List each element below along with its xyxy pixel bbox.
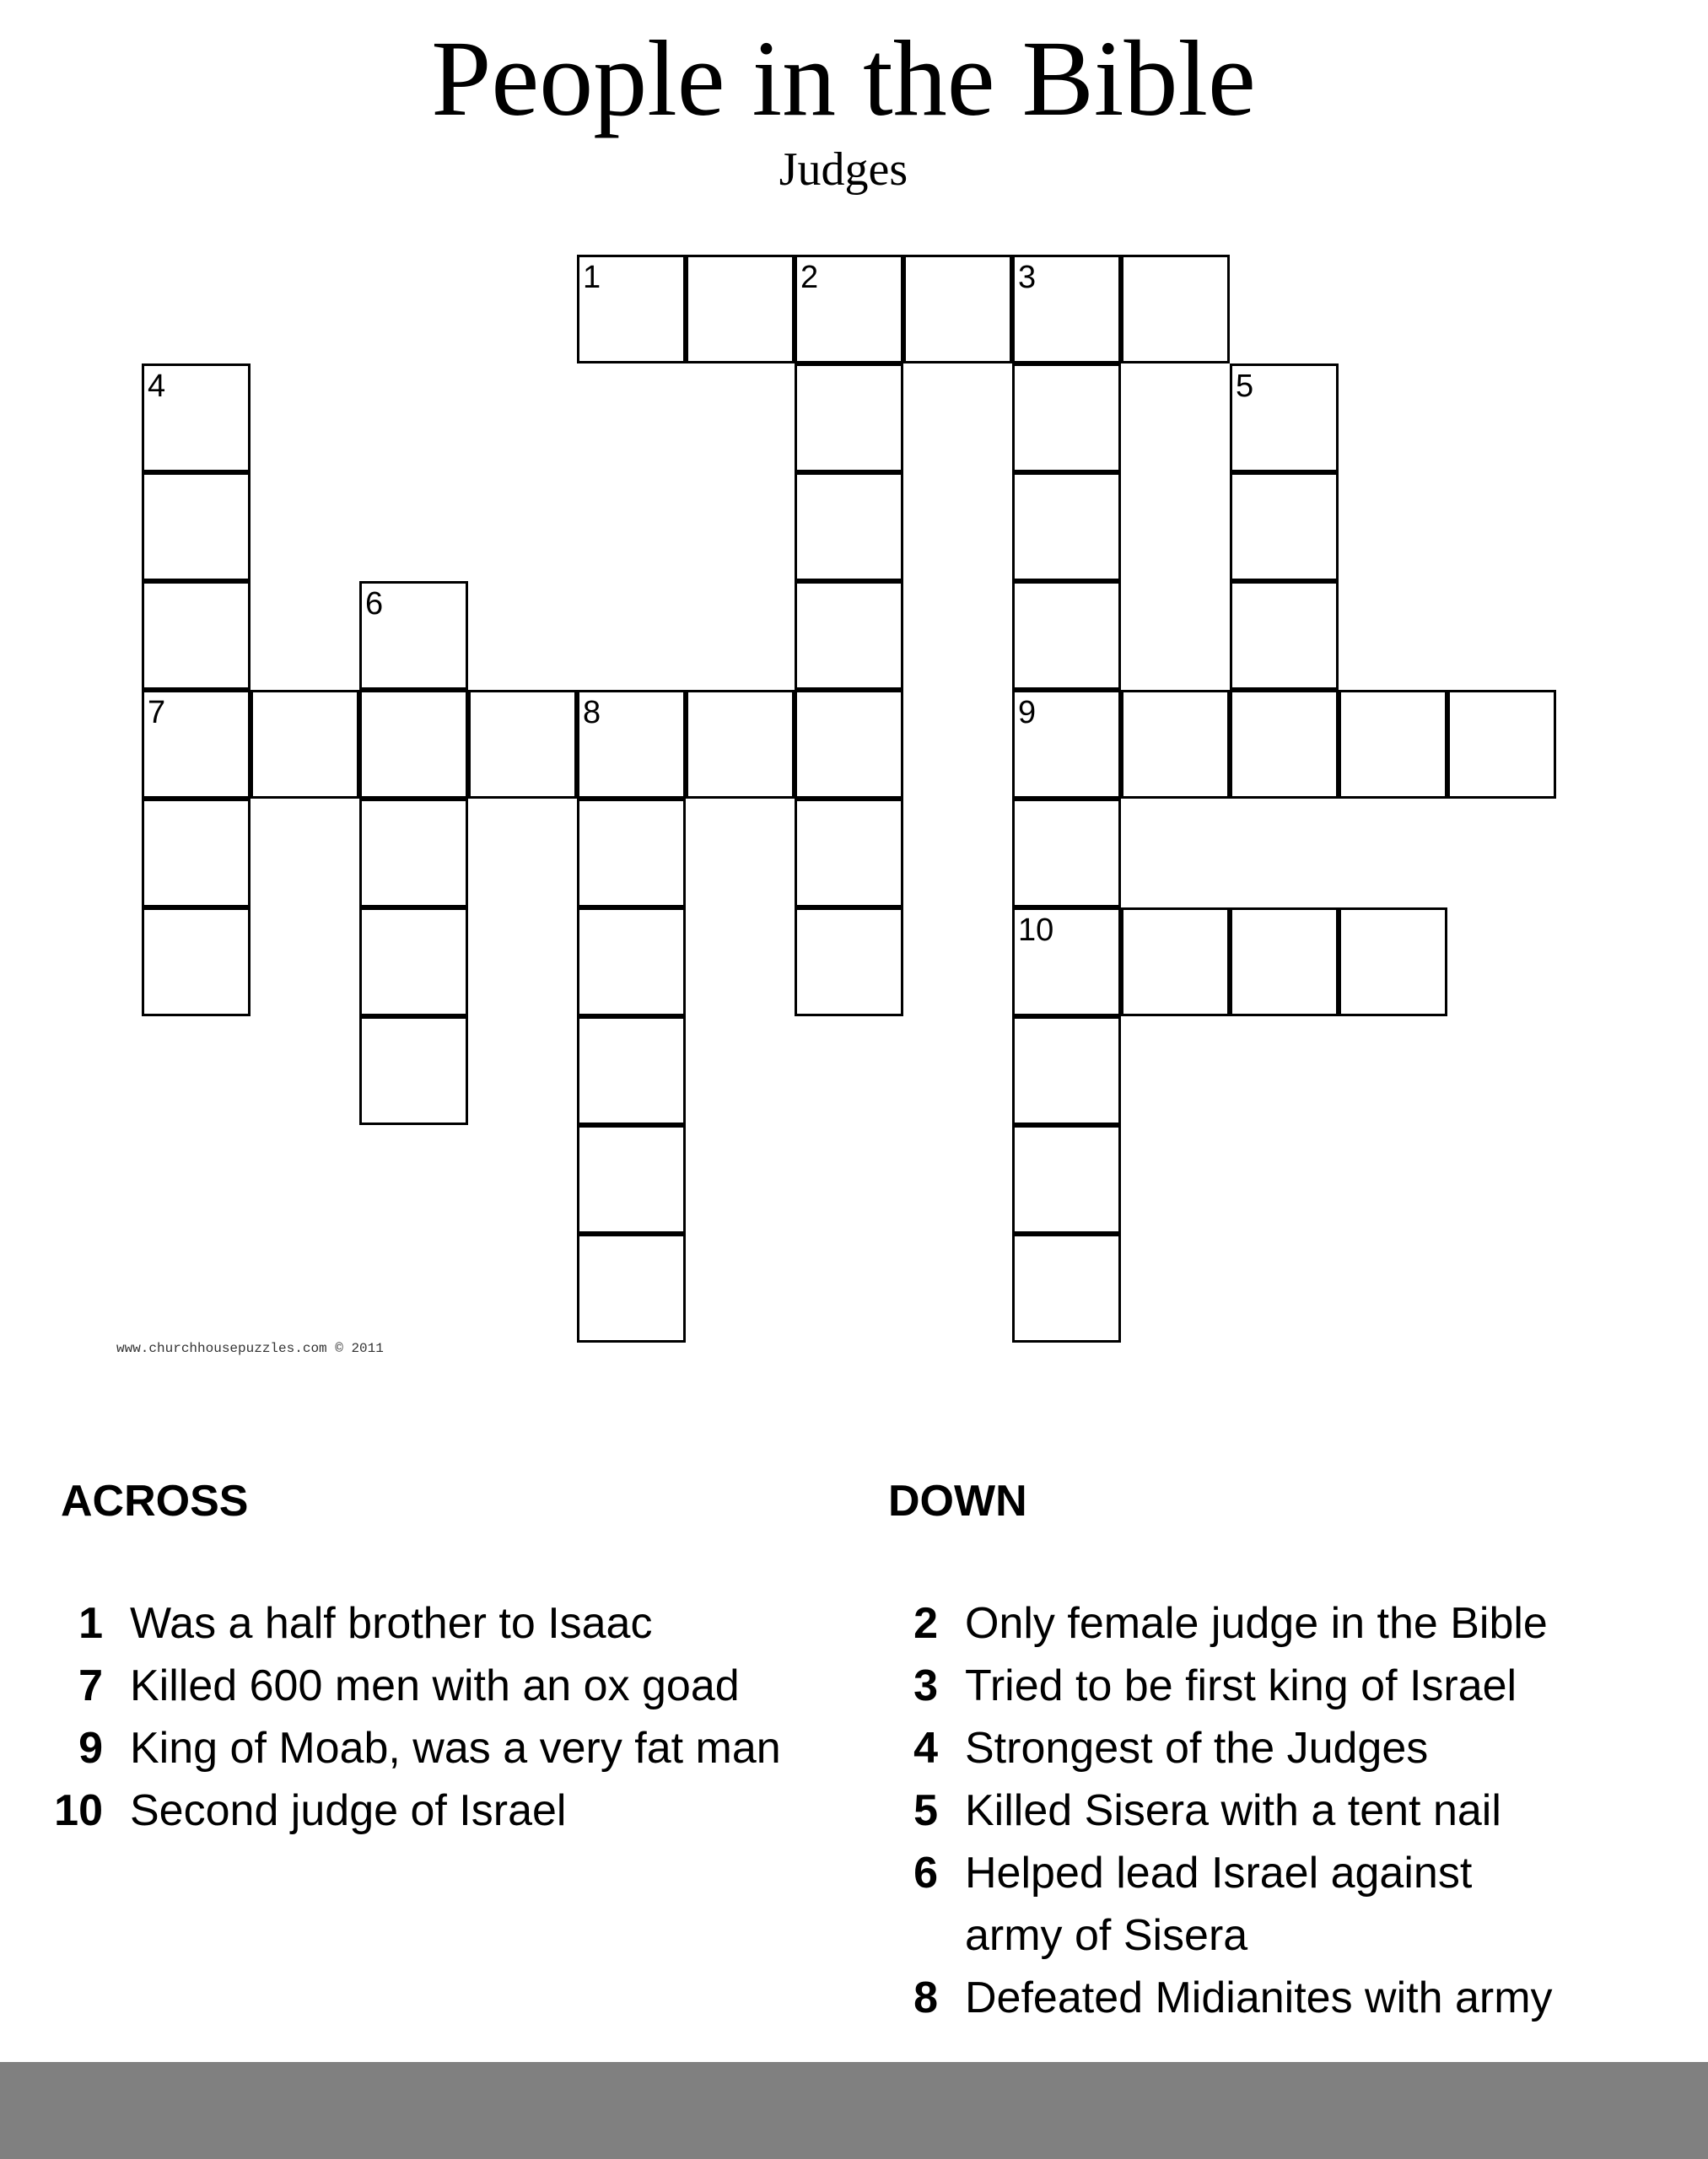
grid-cell[interactable]	[1012, 581, 1121, 690]
cell-number: 4	[148, 369, 166, 404]
grid-cell[interactable]	[1121, 255, 1230, 363]
grid-cell[interactable]	[577, 1125, 686, 1234]
across-clue-list	[52, 1592, 786, 1842]
clue-number: 7	[78, 1661, 103, 1710]
clue-number: 5	[913, 1786, 938, 1835]
grid-cell[interactable]	[359, 1016, 468, 1125]
grid-cell[interactable]	[142, 690, 251, 799]
down-clue-list	[887, 1592, 1646, 2029]
clue-number: 1	[78, 1599, 103, 1648]
grid-cell[interactable]	[1012, 690, 1121, 799]
grid-cell[interactable]	[903, 255, 1012, 363]
clue-number: 2	[913, 1599, 938, 1648]
footer-bar	[0, 2062, 1708, 2159]
grid-cell[interactable]	[1230, 472, 1339, 581]
grid-cell[interactable]	[795, 907, 903, 1016]
grid-cell[interactable]	[1121, 907, 1230, 1016]
grid-cell[interactable]	[251, 690, 359, 799]
grid-cell[interactable]	[1339, 690, 1447, 799]
copyright-credit: www.churchhousepuzzles.com © 2011	[116, 1341, 384, 1356]
across-clue	[52, 1592, 786, 1655]
grid-cell[interactable]	[795, 581, 903, 690]
grid-cell[interactable]	[795, 363, 903, 472]
across-clue	[52, 1717, 830, 1779]
cell-number: 5	[1236, 369, 1254, 404]
grid-cell[interactable]	[1012, 907, 1121, 1016]
clue-text: Tried to be first king of Israel	[965, 1661, 1517, 1710]
cell-number: 7	[148, 695, 166, 730]
cell-number: 8	[583, 695, 601, 730]
clue-text: Only female judge in the Bible	[965, 1599, 1548, 1648]
clue-text: Second judge of Israel	[130, 1786, 567, 1835]
down-clue	[887, 1655, 1646, 1717]
down-clue	[887, 1592, 1572, 1655]
grid-cell[interactable]	[1012, 1016, 1121, 1125]
grid-cell[interactable]	[795, 255, 903, 363]
down-clue	[887, 1842, 1572, 1967]
clue-number: 4	[913, 1724, 938, 1773]
grid-cell[interactable]	[1012, 799, 1121, 907]
grid-cell[interactable]	[577, 690, 686, 799]
grid-cell[interactable]	[577, 799, 686, 907]
grid-cell[interactable]	[795, 799, 903, 907]
clue-text: Defeated Midianites with army	[965, 1973, 1553, 2022]
grid-cell[interactable]	[468, 690, 577, 799]
across-clue	[52, 1779, 786, 1842]
grid-cell[interactable]	[142, 581, 251, 690]
cell-number: 3	[1018, 260, 1037, 295]
grid-cell[interactable]	[577, 255, 686, 363]
clue-text: Killed 600 men with an ox goad	[130, 1661, 740, 1710]
cell-number: 2	[800, 260, 819, 295]
across-clue	[52, 1655, 786, 1717]
clue-text: Killed Sisera with a tent nail	[965, 1786, 1501, 1835]
grid-cell[interactable]	[1339, 907, 1447, 1016]
grid-cell[interactable]	[1012, 472, 1121, 581]
across-heading: ACROSS	[61, 1477, 249, 1526]
down-clue	[887, 1779, 1646, 1842]
grid-cell[interactable]	[1447, 690, 1556, 799]
page-subtitle: Judges	[779, 143, 908, 196]
clue-text: Helped lead Israel against army of Sisera	[965, 1849, 1473, 1960]
clue-number: 6	[913, 1849, 938, 1898]
grid-cell[interactable]	[359, 907, 468, 1016]
cell-number: 9	[1018, 695, 1037, 730]
grid-cell[interactable]	[359, 799, 468, 907]
clue-number: 10	[54, 1786, 103, 1835]
grid-cell[interactable]	[142, 907, 251, 1016]
grid-cell[interactable]	[795, 690, 903, 799]
grid-cell[interactable]	[1012, 1234, 1121, 1343]
grid-cell[interactable]	[686, 690, 795, 799]
clue-text: Was a half brother to Isaac	[130, 1599, 653, 1648]
clue-text: King of Moab, was a very fat man	[130, 1724, 781, 1773]
grid-cell[interactable]	[142, 799, 251, 907]
down-clue	[887, 1967, 1646, 2029]
grid-cell[interactable]	[686, 255, 795, 363]
clue-text: Strongest of the Judges	[965, 1724, 1429, 1773]
grid-cell[interactable]	[577, 1016, 686, 1125]
grid-cell[interactable]	[577, 907, 686, 1016]
clue-number: 8	[913, 1973, 938, 2022]
cell-number: 10	[1018, 913, 1054, 948]
grid-cell[interactable]	[1012, 1125, 1121, 1234]
grid-cell[interactable]	[1230, 363, 1339, 472]
grid-cell[interactable]	[359, 690, 468, 799]
down-heading: DOWN	[888, 1477, 1027, 1526]
cell-number: 1	[583, 260, 601, 295]
grid-cell[interactable]	[1012, 255, 1121, 363]
clue-number: 9	[78, 1724, 103, 1773]
grid-cell[interactable]	[1230, 690, 1339, 799]
down-clue	[887, 1717, 1646, 1779]
grid-cell[interactable]	[577, 1234, 686, 1343]
page-title: People in the Bible	[431, 19, 1256, 138]
grid-cell[interactable]	[1230, 907, 1339, 1016]
cell-number: 6	[365, 586, 384, 622]
grid-cell[interactable]	[359, 581, 468, 690]
clue-number: 3	[913, 1661, 938, 1710]
grid-cell[interactable]	[142, 363, 251, 472]
grid-cell[interactable]	[795, 472, 903, 581]
grid-cell[interactable]	[1230, 581, 1339, 690]
grid-cell[interactable]	[1012, 363, 1121, 472]
grid-cell[interactable]	[142, 472, 251, 581]
grid-cell[interactable]	[1121, 690, 1230, 799]
